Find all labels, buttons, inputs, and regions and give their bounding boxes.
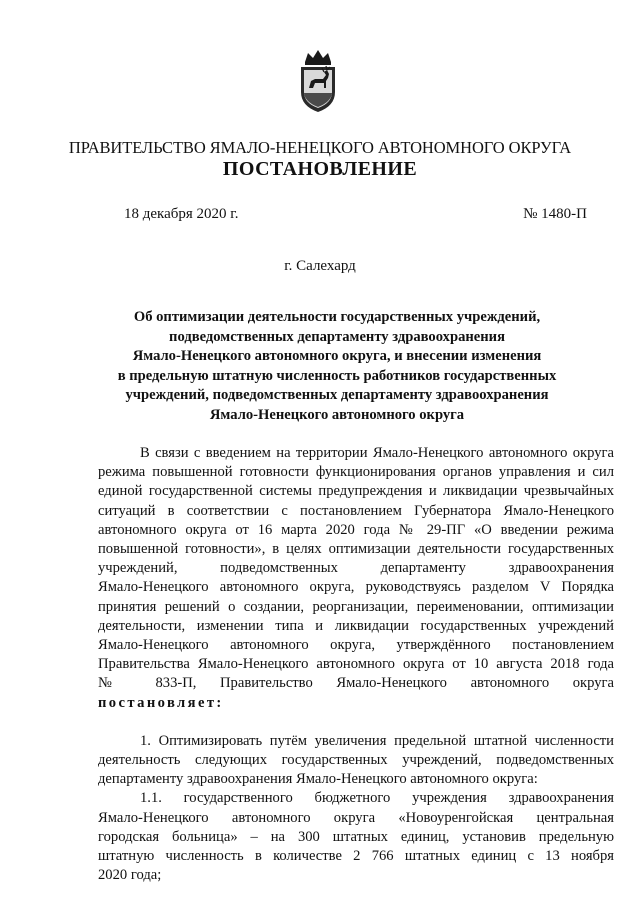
subitem-line: 2020 года; [98,867,162,884]
preamble-line: Правительства Ямало-Ненецкого автономного округа от 10 августа 2018 года [98,656,614,673]
title-line: подведомственных департаменту здравоохранения [169,328,505,345]
subitem-line: городская больница» – на 300 штатных единиц, установив предельную [98,828,614,845]
preamble-line: принятия решений о создании, реорганизации, переименовании, оптимизации [98,598,614,615]
document-place: г. Салехард [284,258,356,274]
preamble-line: Ямало-Ненецкого автономного округа, утверждённого постановлением [98,637,614,654]
document-title [100,308,574,426]
item-line: 1. Оптимизировать путём увеличения предельной штатной численности [140,732,614,749]
document-kind: ПОСТАНОВЛЕНИЕ [222,158,418,180]
preamble-line: Ямало-Ненецкого автономного округа, руководствуясь разделом V Порядка [98,579,614,596]
document-number: № 1480-П [523,206,587,222]
coat-of-arms-icon [293,48,343,114]
preamble-line: В связи с введением на территории Ямало-Ненецкого автономного округа [140,445,614,461]
title-line: в предельную штатную численность работников государственных [117,367,557,384]
preamble-line: повышенной готовности», в целях оптимизации деятельности государственных [98,541,614,558]
preamble-line: учреждений, подведомственных департаменту здравоохранения [98,560,614,577]
preamble-line: № 833-П, Правительство Ямало-Ненецкого автономного округа [98,675,614,692]
preamble-line: единой государственной системы предупреждения и ликвидации чрезвычайных [98,483,614,500]
title-line: Ямало-Ненецкого автономного округа, и внесении изменения [132,348,542,365]
subitem-line: Ямало-Ненецкого автономного округа «Новоуренгойская центральная [98,809,614,826]
item-line: деятельность следующих государственных учреждений, подведомственных [98,752,614,769]
preamble-line: режима повышенной готовности функционирования органов управления и сил [98,464,614,481]
title-line: учреждений, подведомственных департаменту здравоохранения [125,387,549,404]
preamble-line: ситуаций в соответствии с постановлением Губернатора Ямало-Ненецкого [98,502,614,519]
subitem-line: 1.1. государственного бюджетного учреждения здравоохранения [140,790,614,807]
title-line: Об оптимизации деятельности государственных учреждений, [133,309,541,325]
title-line: Ямало-Ненецкого автономного округа [209,406,465,423]
preamble-line: автономного округа от 16 марта 2020 года № 29-ПГ «О введении режима [98,521,614,538]
subitem-line: штатную численность в количестве 2 766 штатных единиц с 13 ноября [98,848,614,865]
government-name: ПРАВИТЕЛЬСТВО ЯМАЛО-НЕНЕЦКОГО АВТОНОМНОГО ОКРУГА [68,138,572,157]
resolves-word: постановляет: [98,694,224,711]
item-line: департаменту здравоохранения Ямало-Ненецкого автономного округа: [98,771,538,788]
preamble-line: деятельности, изменении типа и ликвидации государственных учреждений [98,617,614,634]
document-date: 18 декабря 2020 г. [124,206,239,222]
document-body [98,444,614,885]
